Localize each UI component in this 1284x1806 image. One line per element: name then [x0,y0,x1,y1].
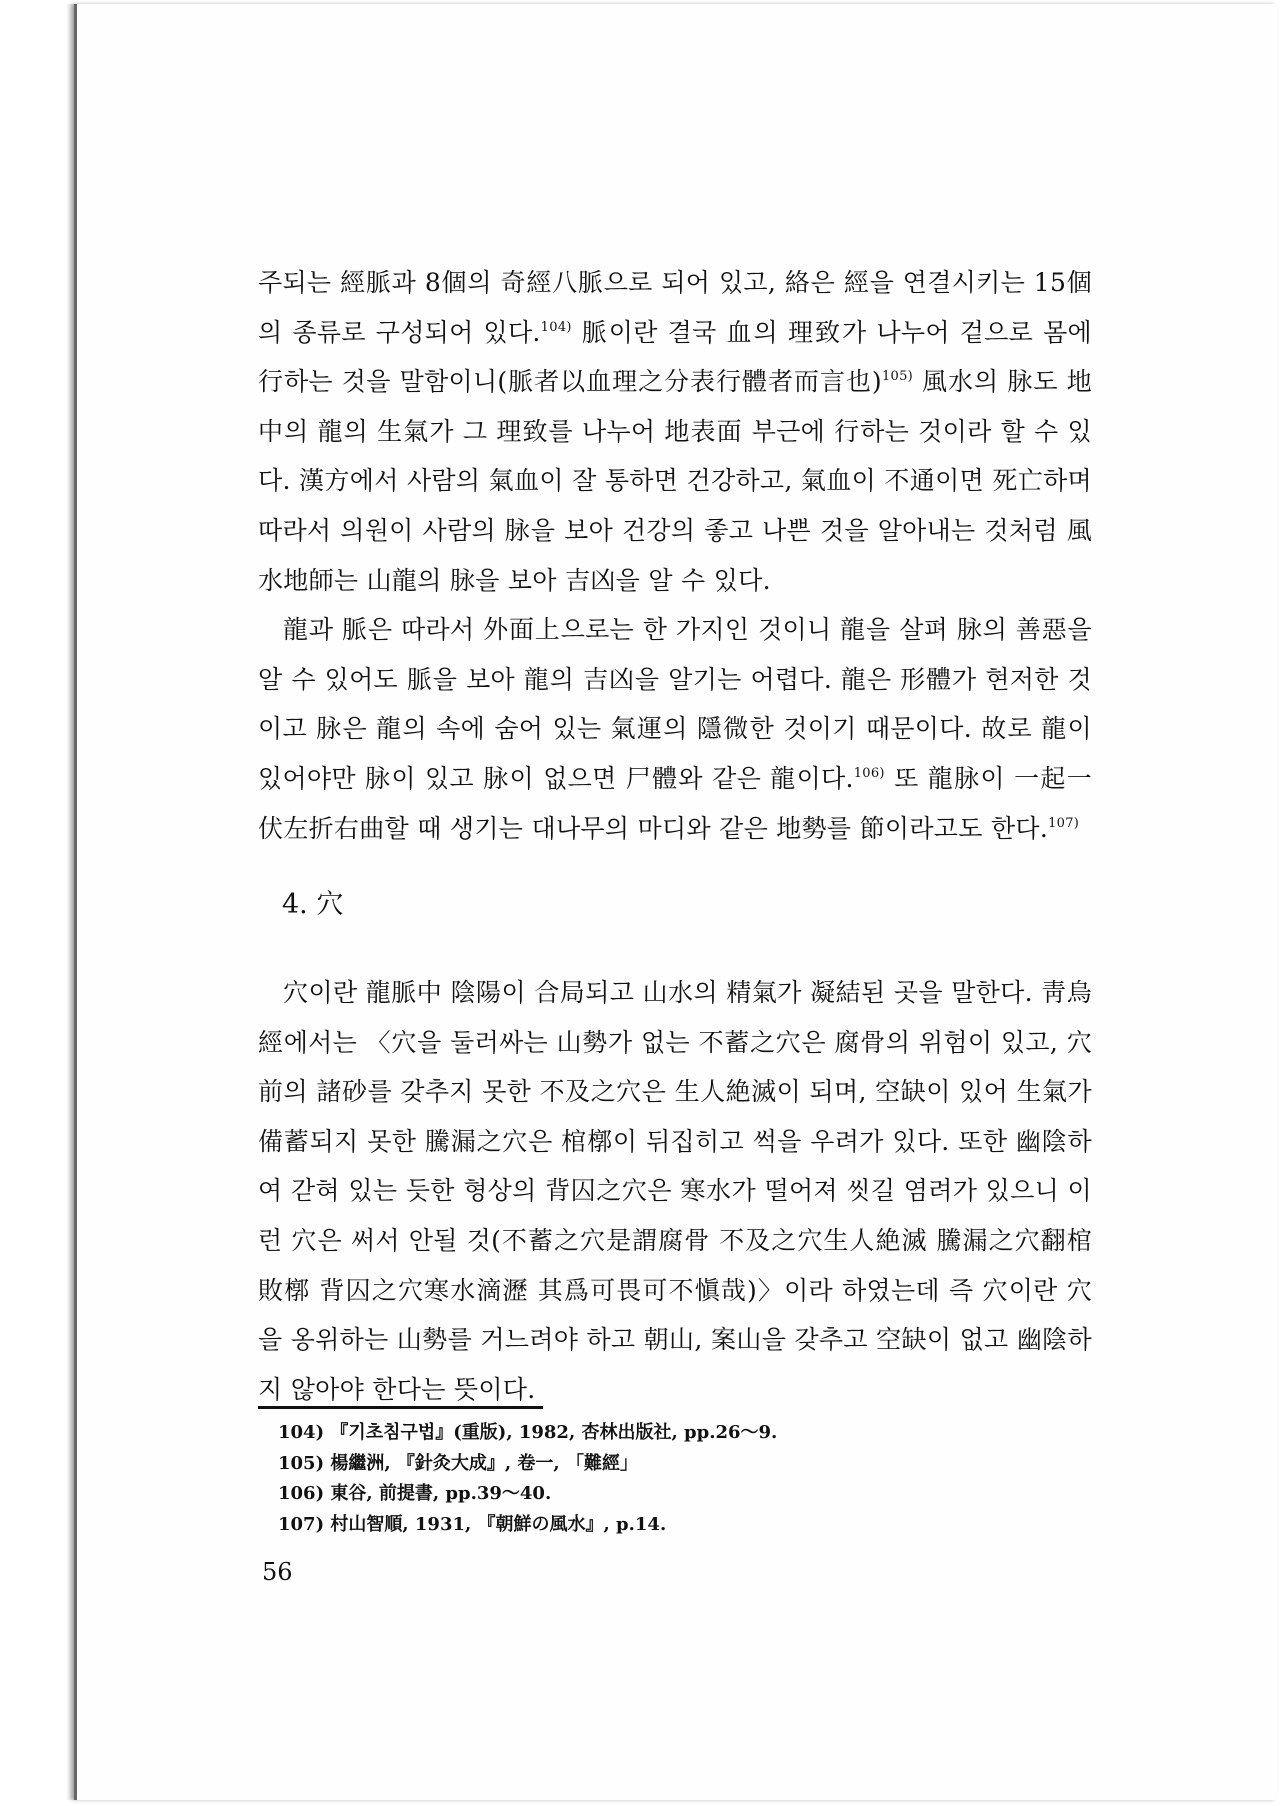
section-text-block [258,968,1092,1414]
footnote-ref-105: 105) [881,369,914,385]
footnote-104: 104) 『기초침구법』(重版), 1982, 杏林出版社, pp.26～9. [278,1422,778,1443]
paragraph-dragon [258,605,1092,853]
footnote-105: 105) 楊繼洲, 『針灸大成』, 卷一, 「難經」 [278,1452,638,1474]
footnote-ref-107: 107) [1048,815,1080,831]
book-binding-edge [66,4,74,1800]
paragraph-cave: 穴이란 龍脈中 陰陽이 合局되고 山水의 精氣가 凝結된 곳을 말한다. 靑烏經에서는 〈穴을 둘러싸는 山勢가 없는 不蓄之穴은 腐骨의 위험이 있고, 穴前의 諸砂를 갖추지 못한 不及之穴은 生人絶滅이 되며, 空缺이 있어 生氣가 備蓄되지 못한 騰漏之穴은 棺槨이 뒤집히고 썩을 우려가 있다. 또한 幽陰하여 갇혀 있는 듯한 형상의 背囚之穴은 寒水가 떨어져 씻길 염려가 있으니 이런 穴은 써서 안될 것(不蓄之穴是謂腐骨 不及之穴生人絶滅 騰漏之穴翻棺敗槨 背囚之穴寒水滴瀝 其爲可畏可不愼哉)〉이라 하였는데 즉 穴이란 穴을 옹위하는 山勢를 거느려야 하고 朝山, 案山을 갖추고 空缺이 없고 幽陰하지 않아야 한다는 뜻이다. [258,978,1092,1404]
footnote-ref-104: 104) [540,319,572,335]
footnote-divider [258,1406,543,1409]
paragraph-text: 風水의 脉도 地中의 龍의 生氣가 그 理致를 나누어 地表面 부근에 行하는 것이라 할 수 있다. 漢方에서 사람의 氣血이 잘 통하면 건강하고, 氣血이 不通이면 死亡하며 따라서 의원이 사람의 脉을 보아 건강의 좋고 나쁜 것을 알아내는 것처럼 風水地師는 山龍의 脉을 보아 吉凶을 알 수 있다. [258,367,1092,595]
paragraph-text: 또 龍脉이 一起一伏左折右曲할 때 생기는 대나무의 마디와 같은 地勢를 節이라고도 한다. [258,763,1092,843]
footnote-ref-106: 106) [853,765,885,781]
footnote-106: 106) 東谷, 前提書, pp.39～40. [278,1483,552,1504]
paragraph-pulse [258,258,1092,605]
main-text-block [258,258,1092,853]
footnote-107: 107) 村山智順, 1931, 『朝鮮の風水』, p.14. [278,1513,667,1535]
paragraph-text: 龍과 脈은 따라서 外面上으로는 한 가지인 것이니 龍을 살펴 脉의 善惡을 알 수 있어도 脈을 보아 龍의 吉凶을 알기는 어렵다. 龍은 形體가 현저한 것이고 脉은 龍의 속에 숨어 있는 氣運의 隱微한 것이기 때문이다. 故로 龍이 있어야만 脉이 있고 脉이 없으면 尸體와 같은 龍이다. [258,615,1092,793]
paragraph-text: 脈이란 결국 血의 理致가 나누어 겉으로 몸에 行하는 것을 말함이니(脈者以血理之分表行體者而言也) [258,317,1092,397]
paragraph-text: 주되는 經脈과 8個의 奇經八脈으로 되어 있고, 絡은 經을 연결시키는 15個의 종류로 구성되어 있다. [258,268,1092,347]
section-heading: 4. 穴 [282,889,344,920]
footnotes [278,1418,1098,1540]
page-number: 56 [262,1558,293,1586]
